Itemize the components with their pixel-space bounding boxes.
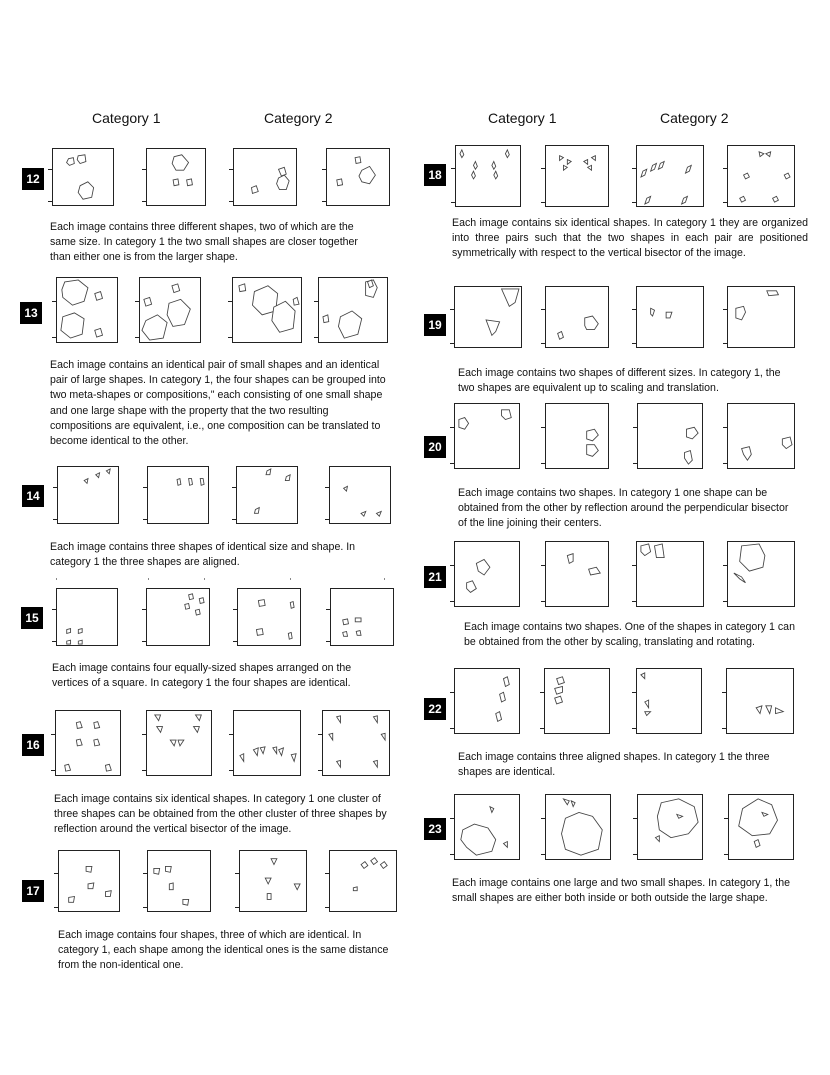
- problem-number: 12: [22, 168, 44, 190]
- axis-tick: [450, 463, 454, 464]
- axis-tick-row: [54, 578, 394, 579]
- image-panel: [146, 588, 210, 646]
- axis-tick: [143, 519, 147, 520]
- problem-description: Each image contains six identical shapes. In category 1 one cluster of three shapes can be obtained from the other cluster of three shapes by reflection around the vertical bisector of the image.: [54, 793, 387, 836]
- axis-tick: [632, 168, 636, 169]
- axis-tick: [233, 609, 237, 610]
- problem-description: Each image contains four equally-sized shapes arranged on the vertices of a square. In category 1 the four shapes are identical.: [52, 662, 352, 690]
- axis-tick: [541, 202, 545, 203]
- image-panel: [147, 466, 209, 524]
- axis-tick: [143, 873, 147, 874]
- image-panel: [454, 541, 520, 607]
- problem-number: 19: [424, 314, 446, 336]
- axis-tick: [232, 487, 236, 488]
- axis-tick: [235, 907, 239, 908]
- image-panel: [727, 145, 795, 207]
- axis-tick: [632, 728, 636, 729]
- axis-tick: [722, 692, 726, 693]
- axis-tick: [235, 873, 239, 874]
- image-panel: [545, 403, 609, 469]
- image-panel: [146, 710, 212, 776]
- axis-tick: [314, 301, 318, 302]
- image-panel: [318, 277, 388, 343]
- problem-description: Each image contains three shapes of identical size and shape. In category 1 the three shapes are aligned.: [50, 541, 356, 569]
- axis-tick: [632, 565, 636, 566]
- image-panel: [454, 286, 522, 348]
- right-category-1-header: Category 1: [488, 110, 557, 126]
- image-panel: [330, 588, 394, 646]
- axis-tick: [724, 818, 728, 819]
- axis-tick: [228, 301, 232, 302]
- image-panel: [52, 148, 114, 206]
- image-panel: [55, 710, 121, 776]
- axis-tick: [541, 854, 545, 855]
- axis-tick: [318, 770, 322, 771]
- image-panel: [326, 148, 390, 206]
- image-panel: [726, 668, 794, 734]
- axis-tick: [325, 907, 329, 908]
- problem-description: Each image contains one large and two small shapes. In category 1, the small shapes are either both inside or both outside the large shape.: [452, 877, 791, 905]
- left-category-2-header: Category 2: [264, 110, 333, 126]
- axis-tick: [632, 202, 636, 203]
- image-panel: [636, 286, 704, 348]
- axis-tick: [228, 337, 232, 338]
- axis-tick: [52, 337, 56, 338]
- problem-description: Each image contains four shapes, three of which are identical. In category 1, each shape among the identical ones is the same distance from the non-identical one.: [58, 929, 389, 972]
- axis-tick: [722, 728, 726, 729]
- axis-tick: [325, 519, 329, 520]
- problem-number: 13: [20, 302, 42, 324]
- image-panel: [545, 286, 609, 348]
- image-panel: [58, 850, 120, 912]
- problem-number: 23: [424, 818, 446, 840]
- axis-tick: [633, 854, 637, 855]
- axis-tick: [54, 873, 58, 874]
- problem-description: Each image contains three aligned shapes. In category 1 the three shapes are identical.: [458, 751, 770, 779]
- image-panel: [57, 466, 119, 524]
- problem-description: Each image contains six identical shapes. In category 1 they are organized into three pairs such that the two shapes in each pair are positioned symmetrically with respect to the vertical bisector of the image.: [452, 217, 808, 260]
- axis-tick: [142, 641, 146, 642]
- image-panel: [636, 668, 702, 734]
- axis-tick: [633, 463, 637, 464]
- problem-description: Each image contains two shapes. One of the shapes in category 1 can be obtained from the other by scaling, translating and rotating.: [464, 621, 795, 649]
- axis-tick: [632, 601, 636, 602]
- axis-tick: [723, 309, 727, 310]
- problem-description: Each image contains three different shapes, two of which are the same size. In category 1 the two small shapes are closer together than either one is from the larger shape.: [50, 221, 358, 264]
- axis-tick: [229, 734, 233, 735]
- image-panel: [237, 588, 301, 646]
- axis-tick: [54, 907, 58, 908]
- axis-tick: [723, 565, 727, 566]
- axis-tick: [48, 201, 52, 202]
- axis-tick: [451, 202, 455, 203]
- left-category-1-header: Category 1: [92, 110, 161, 126]
- problem-description: Each image contains an identical pair of small shapes and an identical pair of large shapes. In category 1, the four shapes can be grouped into two meta-shapes or compositions," each consisting of one small shape and one large shape with the property that the two resulting compositions are equivalent, i.e., one composition can be translated to become identical to the other.: [50, 359, 386, 448]
- axis-tick: [450, 601, 454, 602]
- problem-description: Each image contains two shapes. In category 1 one shape can be obtained from the other by reflection around the perpendicular bisector of the line joining their centers.: [458, 487, 789, 530]
- image-panel: [147, 850, 211, 912]
- axis-tick: [541, 168, 545, 169]
- image-panel: [728, 794, 794, 860]
- image-panel: [545, 145, 609, 207]
- axis-tick: [450, 343, 454, 344]
- axis-tick: [541, 427, 545, 428]
- axis-tick: [724, 854, 728, 855]
- axis-tick: [326, 609, 330, 610]
- axis-tick: [541, 818, 545, 819]
- axis-tick: [723, 601, 727, 602]
- axis-tick: [135, 301, 139, 302]
- axis-tick: [51, 734, 55, 735]
- axis-tick: [723, 168, 727, 169]
- axis-tick: [52, 609, 56, 610]
- axis-tick: [541, 565, 545, 566]
- image-panel: [637, 403, 703, 469]
- image-panel: [727, 286, 795, 348]
- image-panel: [322, 710, 390, 776]
- problem-number: 21: [424, 566, 446, 588]
- axis-tick: [142, 609, 146, 610]
- problem-number: 20: [424, 436, 446, 458]
- problem-number: 14: [22, 485, 44, 507]
- image-panel: [544, 668, 610, 734]
- axis-tick: [142, 770, 146, 771]
- axis-tick: [450, 818, 454, 819]
- axis-tick: [541, 601, 545, 602]
- axis-tick: [325, 873, 329, 874]
- image-panel: [56, 277, 118, 343]
- axis-tick: [51, 770, 55, 771]
- axis-tick: [314, 337, 318, 338]
- image-panel: [727, 541, 795, 607]
- axis-tick: [723, 427, 727, 428]
- problem-number: 22: [424, 698, 446, 720]
- axis-tick: [632, 309, 636, 310]
- image-panel: [146, 148, 206, 206]
- image-panel: [329, 466, 391, 524]
- axis-tick: [541, 343, 545, 344]
- right-category-2-header: Category 2: [660, 110, 729, 126]
- axis-tick: [451, 168, 455, 169]
- image-panel: [233, 148, 297, 206]
- axis-tick: [142, 201, 146, 202]
- problem-number: 18: [424, 164, 446, 186]
- problem-description: Each image contains two shapes of different sizes. In category 1, the two shapes are equivalent up to scaling and translation.: [458, 367, 781, 395]
- axis-tick: [450, 309, 454, 310]
- axis-tick: [450, 427, 454, 428]
- axis-tick: [232, 519, 236, 520]
- image-panel: [455, 145, 521, 207]
- axis-tick: [632, 692, 636, 693]
- image-panel: [139, 277, 201, 343]
- axis-tick: [450, 728, 454, 729]
- axis-tick: [450, 692, 454, 693]
- image-panel: [637, 794, 703, 860]
- axis-tick: [143, 907, 147, 908]
- image-panel: [636, 541, 704, 607]
- axis-tick: [142, 169, 146, 170]
- axis-tick: [723, 202, 727, 203]
- axis-tick: [229, 169, 233, 170]
- problem-number: 17: [22, 880, 44, 902]
- problem-number: 15: [21, 607, 43, 629]
- axis-tick: [229, 201, 233, 202]
- axis-tick: [325, 487, 329, 488]
- image-panel: [454, 668, 520, 734]
- axis-tick: [540, 692, 544, 693]
- image-panel: [545, 541, 609, 607]
- axis-tick: [52, 641, 56, 642]
- axis-tick: [322, 201, 326, 202]
- axis-tick: [633, 427, 637, 428]
- axis-tick: [450, 854, 454, 855]
- image-panel: [545, 794, 611, 860]
- axis-tick: [48, 169, 52, 170]
- image-panel: [329, 850, 397, 912]
- axis-tick: [633, 818, 637, 819]
- axis-tick: [723, 343, 727, 344]
- axis-tick: [142, 734, 146, 735]
- axis-tick: [540, 728, 544, 729]
- image-panel: [239, 850, 307, 912]
- image-panel: [233, 710, 301, 776]
- axis-tick: [326, 641, 330, 642]
- image-panel: [727, 403, 795, 469]
- axis-tick: [53, 519, 57, 520]
- axis-tick: [143, 487, 147, 488]
- axis-tick: [318, 734, 322, 735]
- image-panel: [232, 277, 302, 343]
- image-panel: [454, 794, 520, 860]
- axis-tick: [541, 309, 545, 310]
- axis-tick: [52, 301, 56, 302]
- image-panel: [454, 403, 520, 469]
- axis-tick: [632, 343, 636, 344]
- image-panel: [56, 588, 118, 646]
- image-panel: [236, 466, 298, 524]
- problem-number: 16: [22, 734, 44, 756]
- axis-tick: [322, 169, 326, 170]
- axis-tick: [135, 337, 139, 338]
- axis-tick: [229, 770, 233, 771]
- axis-tick: [723, 463, 727, 464]
- axis-tick: [53, 487, 57, 488]
- image-panel: [636, 145, 704, 207]
- axis-tick: [450, 565, 454, 566]
- axis-tick: [233, 641, 237, 642]
- axis-tick: [541, 463, 545, 464]
